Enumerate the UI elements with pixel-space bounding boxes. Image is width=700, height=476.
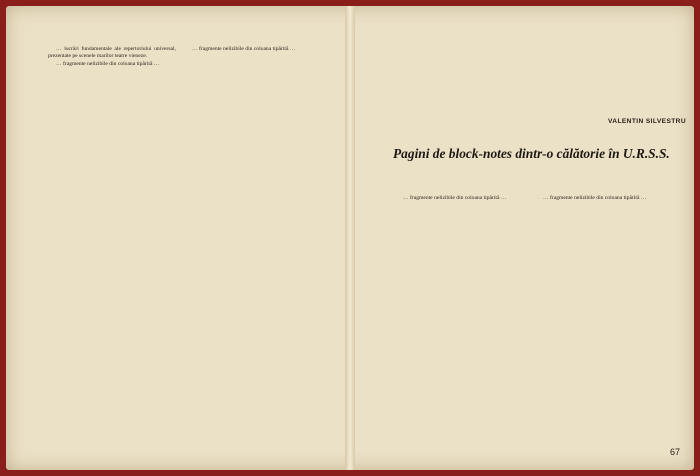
right-page-column-2 — [535, 195, 666, 441]
left-page — [6, 6, 345, 470]
right-page — [355, 6, 694, 470]
article-byline: VALENTIN SILVESTRU — [607, 118, 686, 125]
left-col1-paragraph: … fragmente nelizibile din coloana tipărită … — [56, 60, 160, 67]
article-title: Pagini de block-notes dintr-o călătorie în U.R.S.S. — [393, 146, 670, 161]
page-number: 67 — [670, 447, 681, 457]
left-col1-paragraph: … lucrări fundamentale ale repertoriului universal, prezentate pe scenele marilor teatre vieneze. — [48, 46, 176, 59]
book-gutter — [345, 6, 355, 470]
right-col1-paragraph: … fragmente nelizibile din coloana tipărită … — [403, 195, 507, 201]
right-col2-paragraph: … fragmente nelizibile din coloana tipărită … — [543, 195, 647, 201]
left-page-column-1 — [48, 46, 176, 418]
left-page-column-2 — [184, 46, 312, 346]
book-spread — [6, 6, 694, 470]
left-col2-paragraph: … fragmente nelizibile din coloana tipărită … — [192, 46, 296, 52]
right-page-column-1 — [395, 195, 526, 469]
